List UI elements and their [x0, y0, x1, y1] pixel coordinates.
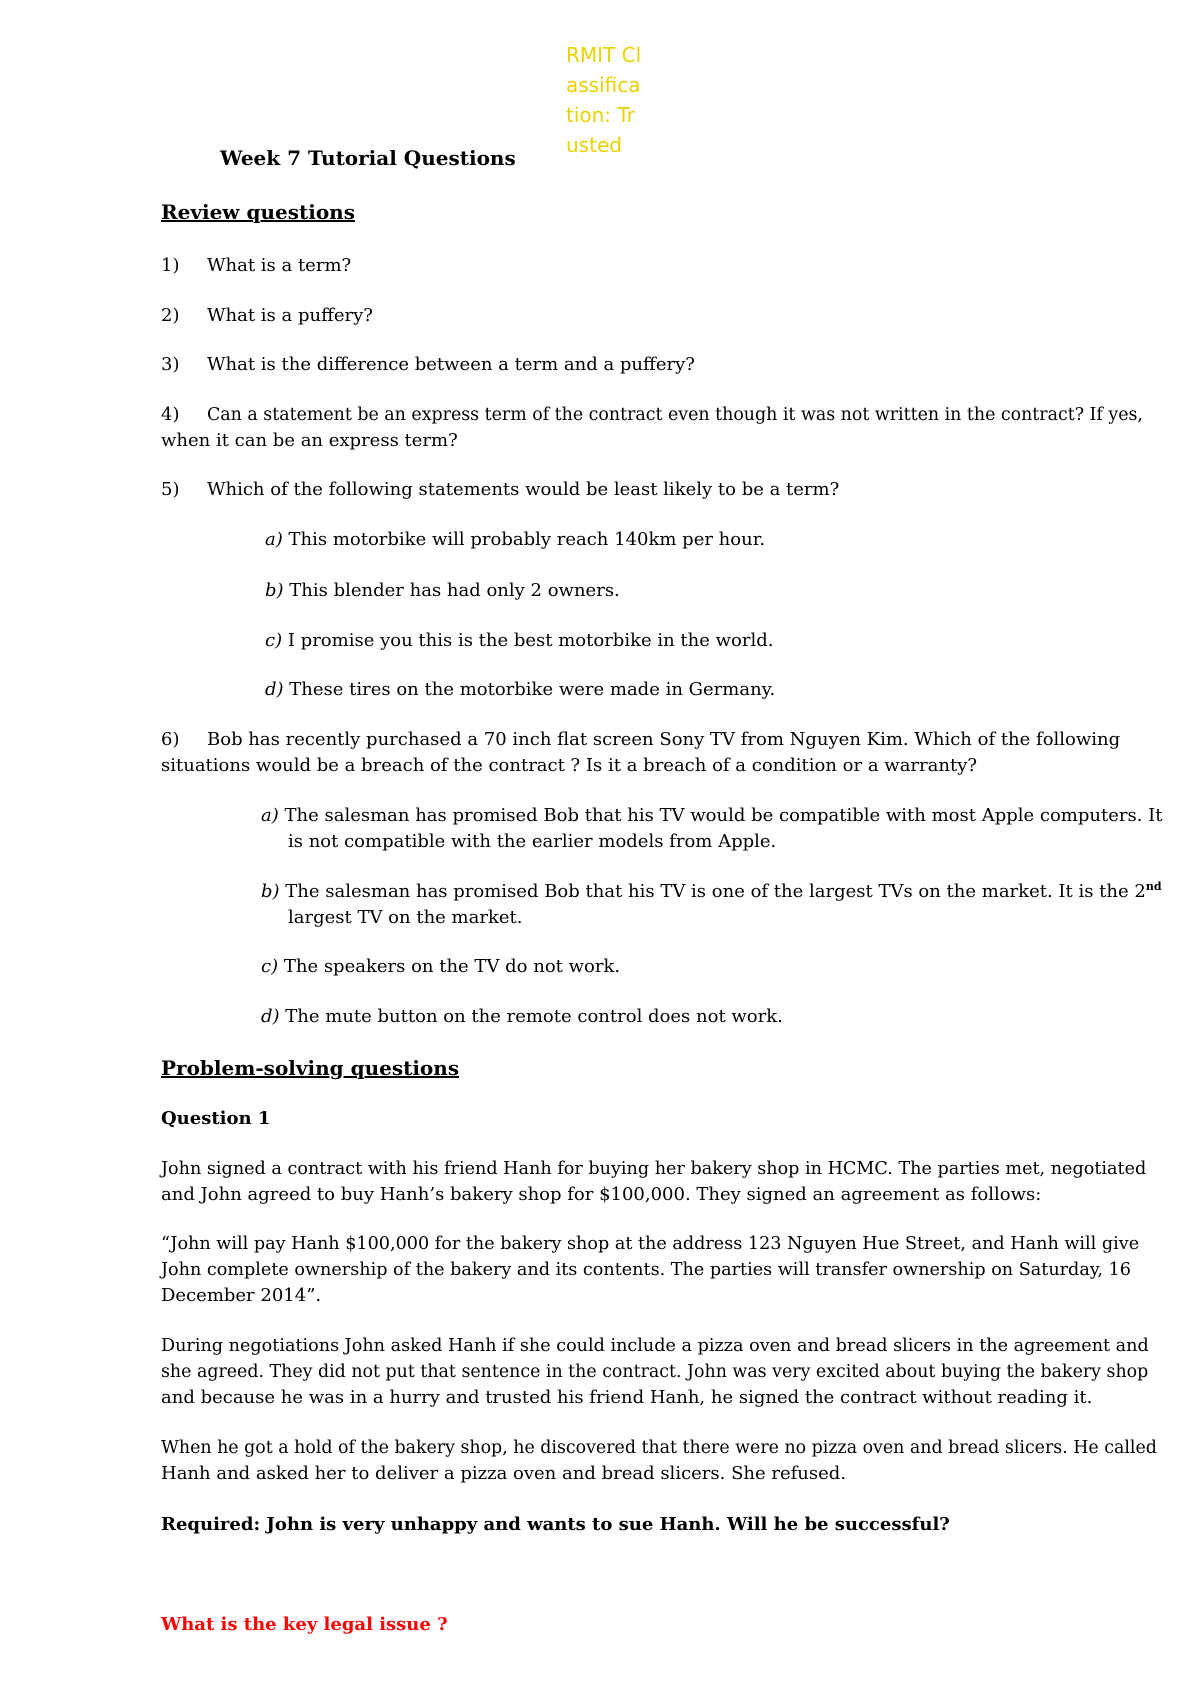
option-letter: b)	[265, 580, 284, 601]
answer-option	[265, 677, 775, 703]
option-text: These tires on the motorbike were made in Germany.	[289, 679, 776, 700]
option-letter: c)	[265, 630, 283, 651]
answer-option	[265, 628, 773, 654]
option-text: This blender has had only 2 owners.	[289, 580, 620, 601]
paragraph-line: December 2014”.	[161, 1285, 322, 1306]
answer-option	[261, 803, 1162, 829]
answer-option	[261, 879, 1162, 905]
option-letter: d)	[261, 1006, 280, 1027]
key-legal-issue-prompt: What is the key legal issue ?	[161, 1614, 448, 1635]
problem-solving-heading: Problem-solving questions	[161, 1056, 460, 1080]
page-title: Week 7 Tutorial Questions	[220, 146, 516, 170]
question-number: 4)	[161, 404, 180, 425]
option-text-continued: is not compatible with the earlier models from Apple.	[288, 831, 777, 852]
review-questions-heading: Review questions	[161, 200, 355, 224]
paragraph-line: “John will pay Hanh $100,000 for the bakery shop at the address 123 Nguyen Hue Street, and Hanh will give	[161, 1234, 1140, 1254]
answer-option	[261, 1004, 783, 1030]
paragraph-line: Hanh and asked her to deliver a pizza oven and bread slicers. She refused.	[161, 1463, 847, 1484]
answer-option	[265, 578, 620, 604]
paragraph-line: John complete ownership of the bakery and its contents. The parties will transfer ownership on Saturday, 16	[161, 1260, 1131, 1280]
question-text: What is the difference between a term and a puffery?	[207, 354, 695, 375]
option-text: The salesman has promised Bob that his TV is one of the largest TVs on the market. It is the 2	[285, 881, 1146, 902]
question-text: What is a term?	[207, 255, 352, 276]
paragraph-line: John signed a contract with his friend Hanh for buying her bakery shop in HCMC. The parties met, negotiated	[161, 1159, 1147, 1179]
paragraph-line: During negotiations John asked Hanh if she could include a pizza oven and bread slicers in the agreement and	[161, 1336, 1149, 1356]
question-text: What is a puffery?	[207, 305, 373, 326]
paragraph-line: she agreed. They did not put that sentence in the contract. John was very excited about buying the bakery shop	[161, 1362, 1149, 1382]
option-text: This motorbike will probably reach 140km per hour.	[288, 529, 766, 550]
classification-label: RMIT Classification: Trusted	[566, 43, 642, 157]
question-text-continued: when it can be an express term?	[161, 430, 458, 451]
answer-option	[261, 954, 620, 980]
question-label: Question 1	[161, 1108, 271, 1129]
option-text: The mute button on the remote control does not work.	[285, 1006, 783, 1027]
question-number: 5)	[161, 479, 180, 500]
option-text: The speakers on the TV do not work.	[283, 956, 621, 977]
question-text: Bob has recently purchased a 70 inch flat screen Sony TV from Nguyen Kim. Which of the following	[207, 729, 1121, 750]
question-number: 3)	[161, 354, 180, 375]
question-text: Which of the following statements would be least likely to be a term?	[207, 479, 840, 500]
option-letter: b)	[261, 881, 280, 902]
question-number: 1)	[161, 255, 180, 276]
option-letter: c)	[261, 956, 279, 977]
required-statement: Required: John is very unhappy and wants to sue Hanh. Will he be successful?	[161, 1514, 950, 1535]
ordinal-suffix: nd	[1145, 880, 1162, 893]
question-number: 2)	[161, 305, 180, 326]
option-text-continued: largest TV on the market.	[288, 907, 523, 928]
option-letter: a)	[265, 529, 283, 550]
paragraph-line: When he got a hold of the bakery shop, he discovered that there were no pizza oven and bread slicers. He called	[161, 1438, 1157, 1458]
answer-option	[265, 527, 765, 553]
paragraph-line: and because he was in a hurry and trusted his friend Hanh, he signed the contract without reading it.	[161, 1387, 1093, 1408]
option-letter: a)	[261, 805, 279, 826]
question-text: Can a statement be an express term of the contract even though it was not written in the contract? If yes,	[207, 405, 1143, 425]
option-letter: d)	[265, 679, 284, 700]
option-text: I promise you this is the best motorbike in the world.	[287, 630, 774, 651]
question-number: 6)	[161, 729, 180, 750]
question-text-continued: situations would be a breach of the contract ? Is it a breach of a condition or a warranty?	[161, 755, 978, 776]
option-text: The salesman has promised Bob that his TV would be compatible with most Apple computers. It	[284, 805, 1163, 826]
paragraph-line: and John agreed to buy Hanh’s bakery shop for $100,000. They signed an agreement as follows:	[161, 1184, 1042, 1205]
